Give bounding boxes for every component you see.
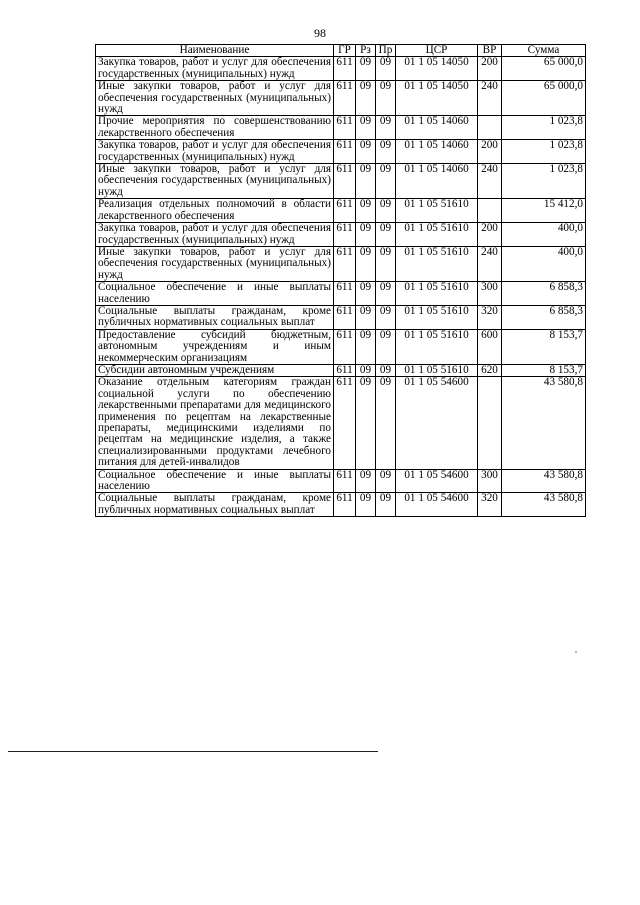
- cell-name: Социальное обеспечение и иные выплаты населению: [96, 469, 334, 493]
- cell-pr: 09: [376, 282, 396, 306]
- cell-sum: 8 153,7: [502, 364, 586, 376]
- cell-name: Реализация отдельных полномочий в области лекарственного обеспечения: [96, 199, 334, 223]
- header-name: Наименование: [96, 45, 334, 57]
- cell-csr: 01 1 05 54600: [396, 377, 478, 469]
- cell-gr: 611: [334, 223, 356, 247]
- cell-pr: 09: [376, 223, 396, 247]
- cell-csr: 01 1 05 14060: [396, 116, 478, 140]
- table-header-row: [96, 45, 586, 57]
- header-rz: Рз: [356, 45, 376, 57]
- cell-rz: 09: [356, 246, 376, 281]
- table-row: [96, 223, 586, 247]
- cell-rz: 09: [356, 493, 376, 517]
- cell-name: Оказание отдельным категориям граждан социальной услуги по обеспечению лекарственными препаратами для медицинского применения по рецептам на лекарственные препараты, медицинскими изделиями по рецептам на медицинские изделия, а также специализированными продуктами лечебного питания для детей-инвалидов: [96, 377, 334, 469]
- budget-table: [95, 44, 586, 517]
- table-row: [96, 164, 586, 199]
- cell-gr: 611: [334, 140, 356, 164]
- table-row: [96, 116, 586, 140]
- cell-csr: 01 1 05 51610: [396, 305, 478, 329]
- cell-gr: 611: [334, 469, 356, 493]
- cell-rz: 09: [356, 81, 376, 116]
- cell-vr: 200: [478, 57, 502, 81]
- cell-vr: 300: [478, 282, 502, 306]
- cell-gr: 611: [334, 57, 356, 81]
- cell-gr: 611: [334, 81, 356, 116]
- cell-gr: 611: [334, 329, 356, 364]
- cell-pr: 09: [376, 164, 396, 199]
- cell-csr: 01 1 05 54600: [396, 469, 478, 493]
- cell-pr: 09: [376, 305, 396, 329]
- cell-name: Прочие мероприятия по совершенствованию лекарственного обеспечения: [96, 116, 334, 140]
- cell-csr: 01 1 05 51610: [396, 282, 478, 306]
- cell-name: Предоставление субсидий бюджетным, автономным учреждениям и иным некоммерческим организациям: [96, 329, 334, 364]
- cell-pr: 09: [376, 493, 396, 517]
- header-gr: ГР: [334, 45, 356, 57]
- cell-name: Социальные выплаты гражданам, кроме публичных нормативных социальных выплат: [96, 493, 334, 517]
- cell-pr: 09: [376, 140, 396, 164]
- cell-sum: 1 023,8: [502, 116, 586, 140]
- cell-gr: 611: [334, 199, 356, 223]
- cell-name: Социальные выплаты гражданам, кроме публичных нормативных социальных выплат: [96, 305, 334, 329]
- cell-sum: 6 858,3: [502, 282, 586, 306]
- table-row: [96, 329, 586, 364]
- table-row: [96, 469, 586, 493]
- cell-rz: 09: [356, 329, 376, 364]
- cell-vr: 200: [478, 140, 502, 164]
- cell-name: Закупка товаров, работ и услуг для обеспечения государственных (муниципальных) нужд: [96, 223, 334, 247]
- table-row: [96, 364, 586, 376]
- cell-name: Иные закупки товаров, работ и услуг для обеспечения государственных (муниципальных) нужд: [96, 164, 334, 199]
- cell-sum: 43 580,8: [502, 493, 586, 517]
- cell-vr: 620: [478, 364, 502, 376]
- cell-rz: 09: [356, 377, 376, 469]
- cell-pr: 09: [376, 246, 396, 281]
- header-sum: Сумма: [502, 45, 586, 57]
- table-body: [96, 57, 586, 517]
- table-row: [96, 493, 586, 517]
- cell-name: Иные закупки товаров, работ и услуг для обеспечения государственных (муниципальных) нужд: [96, 246, 334, 281]
- table-row: [96, 81, 586, 116]
- cell-pr: 09: [376, 364, 396, 376]
- cell-pr: 09: [376, 116, 396, 140]
- cell-gr: 611: [334, 377, 356, 469]
- cell-vr: 300: [478, 469, 502, 493]
- cell-csr: 01 1 05 51610: [396, 329, 478, 364]
- cell-vr: [478, 377, 502, 469]
- cell-rz: 09: [356, 116, 376, 140]
- cell-sum: 15 412,0: [502, 199, 586, 223]
- cell-sum: 65 000,0: [502, 81, 586, 116]
- cell-sum: 43 580,8: [502, 469, 586, 493]
- table-row: [96, 282, 586, 306]
- cell-sum: 6 858,3: [502, 305, 586, 329]
- cell-rz: 09: [356, 140, 376, 164]
- cell-vr: 240: [478, 81, 502, 116]
- cell-sum: 400,0: [502, 223, 586, 247]
- cell-gr: 611: [334, 282, 356, 306]
- cell-pr: 09: [376, 81, 396, 116]
- cell-gr: 611: [334, 116, 356, 140]
- cell-rz: 09: [356, 282, 376, 306]
- table-row: [96, 377, 586, 469]
- header-pr: Пр: [376, 45, 396, 57]
- cell-vr: 240: [478, 164, 502, 199]
- cell-csr: 01 1 05 51610: [396, 199, 478, 223]
- cell-sum: 43 580,8: [502, 377, 586, 469]
- cell-pr: 09: [376, 469, 396, 493]
- cell-rz: 09: [356, 57, 376, 81]
- cell-rz: 09: [356, 164, 376, 199]
- cell-rz: 09: [356, 223, 376, 247]
- cell-sum: 400,0: [502, 246, 586, 281]
- header-vr: ВР: [478, 45, 502, 57]
- cell-vr: [478, 199, 502, 223]
- cell-pr: 09: [376, 199, 396, 223]
- cell-rz: 09: [356, 364, 376, 376]
- cell-name: Закупка товаров, работ и услуг для обеспечения государственных (муниципальных) нужд: [96, 57, 334, 81]
- cell-name: Иные закупки товаров, работ и услуг для обеспечения государственных (муниципальных) нужд: [96, 81, 334, 116]
- table-row: [96, 305, 586, 329]
- header-csr: ЦСР: [396, 45, 478, 57]
- cell-pr: 09: [376, 329, 396, 364]
- cell-vr: [478, 116, 502, 140]
- cell-sum: 1 023,8: [502, 164, 586, 199]
- table-row: [96, 246, 586, 281]
- table-row: [96, 140, 586, 164]
- cell-vr: 600: [478, 329, 502, 364]
- cell-gr: 611: [334, 246, 356, 281]
- cell-name: Субсидии автономным учреждениям: [96, 364, 334, 376]
- cell-csr: 01 1 05 54600: [396, 493, 478, 517]
- cell-pr: 09: [376, 377, 396, 469]
- cell-name: Социальное обеспечение и иные выплаты населению: [96, 282, 334, 306]
- cell-gr: 611: [334, 164, 356, 199]
- cell-rz: 09: [356, 469, 376, 493]
- cell-csr: 01 1 05 14060: [396, 164, 478, 199]
- cell-sum: 65 000,0: [502, 57, 586, 81]
- page-number: 98: [314, 26, 326, 40]
- cell-rz: 09: [356, 305, 376, 329]
- cell-sum: 8 153,7: [502, 329, 586, 364]
- cell-vr: 320: [478, 305, 502, 329]
- cell-vr: 200: [478, 223, 502, 247]
- footer-rule: [8, 751, 378, 752]
- cell-csr: 01 1 05 51610: [396, 246, 478, 281]
- cell-pr: 09: [376, 57, 396, 81]
- cell-name: Закупка товаров, работ и услуг для обеспечения государственных (муниципальных) нужд: [96, 140, 334, 164]
- table-row: [96, 57, 586, 81]
- cell-csr: 01 1 05 51610: [396, 364, 478, 376]
- cell-csr: 01 1 05 51610: [396, 223, 478, 247]
- cell-gr: 611: [334, 305, 356, 329]
- table-row: [96, 199, 586, 223]
- cell-vr: 240: [478, 246, 502, 281]
- cell-sum: 1 023,8: [502, 140, 586, 164]
- cell-csr: 01 1 05 14050: [396, 81, 478, 116]
- cell-rz: 09: [356, 199, 376, 223]
- cell-csr: 01 1 05 14050: [396, 57, 478, 81]
- scan-speck: [575, 651, 577, 653]
- cell-gr: 611: [334, 493, 356, 517]
- cell-csr: 01 1 05 14060: [396, 140, 478, 164]
- cell-vr: 320: [478, 493, 502, 517]
- cell-gr: 611: [334, 364, 356, 376]
